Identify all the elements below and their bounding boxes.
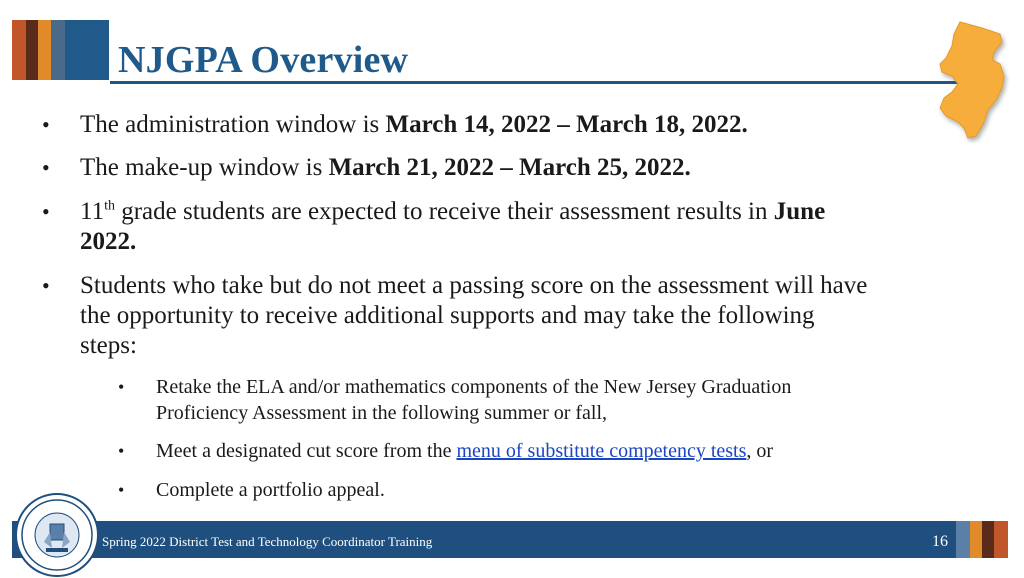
bullet-glyph: • xyxy=(118,377,125,397)
sub-list-item: • Meet a designated cut score from the menu of substitute competency tests, or xyxy=(118,440,774,462)
bullet-glyph: • xyxy=(42,199,50,224)
sub-list-item: • Complete a portfolio appeal. xyxy=(118,479,385,501)
nj-department-of-education-seal xyxy=(14,492,100,578)
list-item: • 11th grade students are expected to receive their assessment results in June 2022. xyxy=(42,198,826,255)
footer-accent-blocks xyxy=(956,521,1008,558)
bullet-glyph: • xyxy=(42,155,50,180)
page-number: 16 xyxy=(932,533,948,550)
title-divider xyxy=(110,81,968,84)
bullet-glyph: • xyxy=(42,273,50,298)
list-item: • The administration window is March 14, 2022 – March 18, 2022. xyxy=(42,111,748,138)
page-title: NJGPA Overview xyxy=(118,39,409,81)
substitute-tests-link[interactable]: menu of substitute competency tests xyxy=(456,440,747,462)
list-item: • The make-up window is March 21, 2022 – March 25, 2022. xyxy=(42,154,691,181)
bullet-glyph: • xyxy=(42,112,50,137)
footer-text: Spring 2022 District Test and Technology Coordinator Training xyxy=(102,534,433,549)
bullet-glyph: • xyxy=(118,441,125,461)
bullet-glyph: • xyxy=(118,480,125,500)
title-accent-blocks xyxy=(12,20,109,80)
new-jersey-map-icon xyxy=(930,18,1010,143)
sub-list-item: • Retake the ELA and/or mathematics components of the New Jersey Graduation Proficiency Assessment in the following summer or fall, xyxy=(118,376,792,424)
list-item: • Students who take but do not meet a passing score on the assessment will have the opportunity to receive additional supports and may take the following steps: xyxy=(42,272,868,359)
